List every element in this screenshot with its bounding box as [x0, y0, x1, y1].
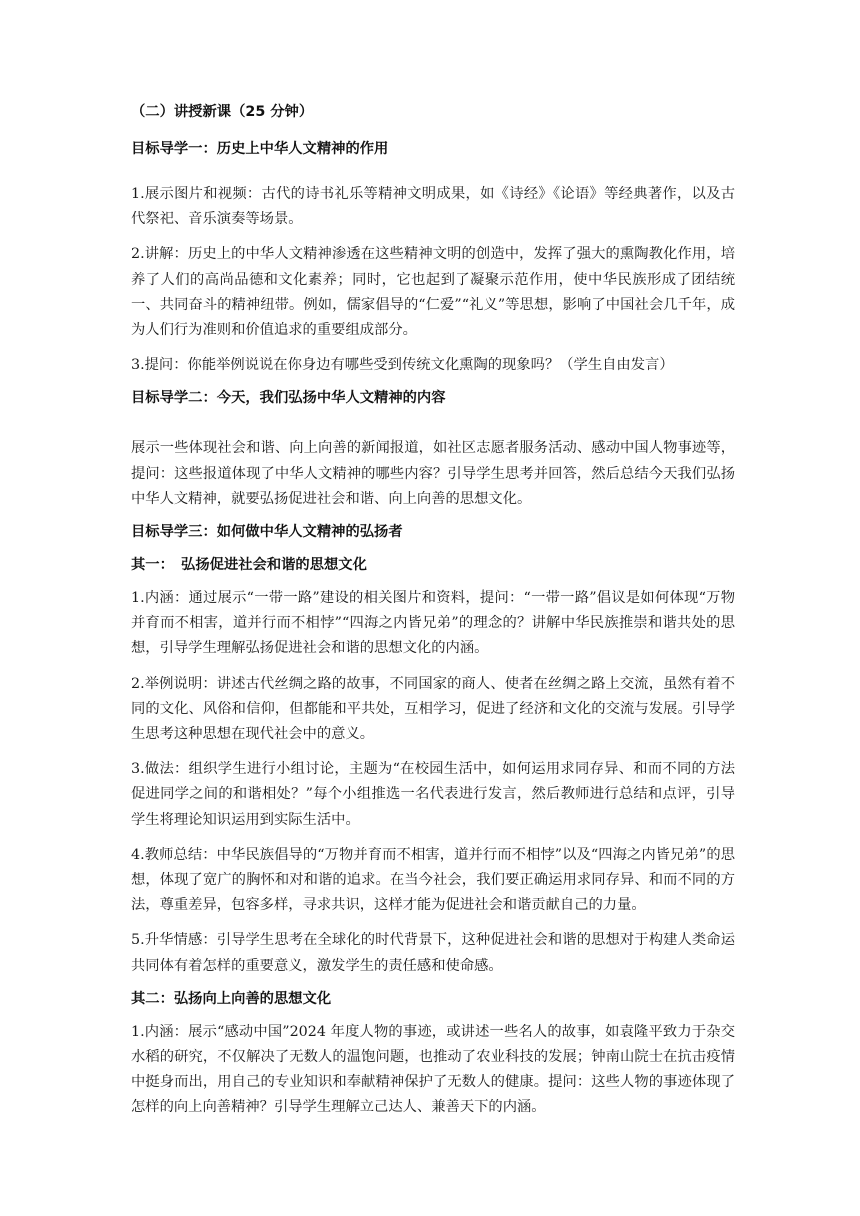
part1-paragraph-4: 4.教师总结：中华民族倡导的“万物并育而不相害，道并行而不相悖”以及“四海之内皆兄弟”的思想，体现了宽广的胸怀和对和谐的追求。在当今社会，我们要正确运用求同存异、和而不同的方法，尊重差异，包容多样，寻求共识，这样才能为促进社会和谐贡献自己的力量。 — [131, 846, 735, 914]
goal1-paragraph-2: 2.讲解：历史上的中华人文精神渗透在这些精神文明的创造中，发挥了强大的熏陶教化作用，培养了人们的高尚品德和文化素养；同时，它也起到了凝聚示范作用，使中华民族形成了团结统一、共同奋斗的精神纽带。例如，儒家倡导的“仁爱”“礼义”等思想，影响了中国社会几千年，成为人们行为准则和价值追求的重要组成部分。 — [131, 246, 735, 339]
goal2-heading: 目标导学二：今天，我们弘扬中华人文精神的内容 — [131, 390, 446, 407]
part1-paragraph-3: 3.做法：组织学生进行小组讨论，主题为“在校园生活中，如何运用求同存异、和而不同的方法促进同学之间的和谐相处？”每个小组推选一名代表进行发言，然后教师进行总结和点评，引导学生将理论知识运用到实际生活中。 — [131, 761, 735, 828]
part2-paragraph-1: 1.内涵：展示“感动中国”2024 年度人物的事迹，或讲述一些名人的故事，如袁隆平致力于杂交水稻的研究，不仅解决了无数人的温饱问题，也推动了农业科技的发展；钟南山院士在抗击疫情中挺身而出，用自己的专业知识和奉献精神保护了无数人的健康。提问：这些人物的事迹体现了怎样的向上向善精神？引导学生理解立己达人、兼善天下的内涵。 — [131, 1023, 735, 1116]
goal2-paragraph: 展示一些体现社会和谐、向上向善的新闻报道，如社区志愿者服务活动、感动中国人物事迹等，提问：这些报道体现了中华人文精神的哪些内容？引导学生思考并回答，然后总结今天我们弘扬中华人文精神，就要弘扬促进社会和谐、向上向善的思想文化。 — [131, 440, 735, 507]
goal1-paragraph-1: 1.展示图片和视频：古代的诗书礼乐等精神文明成果，如《诗经》《论语》等经典著作，以及古代祭祀、音乐演奏等场景。 — [131, 186, 735, 228]
goal1-heading: 目标导学一：历史上中华人文精神的作用 — [131, 141, 389, 157]
part1-paragraph-2: 2.举例说明：讲述古代丝绸之路的故事，不同国家的商人、使者在丝绸之路上交流，虽然有着不同的文化、风俗和信仰，但都能和平共处，互相学习，促进了经济和文化的交流与发展。引导学生思考这种思想在现代社会中的意义。 — [131, 675, 735, 743]
goal1-paragraph-3: 3.提问：你能举例说说在你身边有哪些受到传统文化熏陶的现象吗？（学生自由发言） — [131, 357, 674, 374]
goal3-heading: 目标导学三：如何做中华人文精神的弘扬者 — [131, 524, 403, 541]
goal3-part1-heading: 其一： 弘扬促进社会和谐的思想文化 — [131, 557, 367, 574]
document-page — [131, 100, 735, 1121]
part1-paragraph-1: 1.内涵：通过展示“一带一路”建设的相关图片和资料，提问：“一带一路”倡议是如何体现“万物并育而不相害，道并行而不相悖”“四海之内皆兄弟”的理念的？讲解中华民族推崇和谐共处的思想，引导学生理解弘扬促进社会和谐的思想文化的内涵。 — [131, 590, 735, 657]
part1-paragraph-5: 5.升华情感：引导学生思考在全球化的时代背景下，这种促进社会和谐的思想对于构建人类命运共同体有着怎样的重要意义，激发学生的责任感和使命感。 — [131, 932, 735, 974]
section-title: （二）讲授新课（25 分钟） — [131, 104, 314, 120]
goal3-part2-heading: 其二：弘扬向上向善的思想文化 — [131, 990, 332, 1007]
